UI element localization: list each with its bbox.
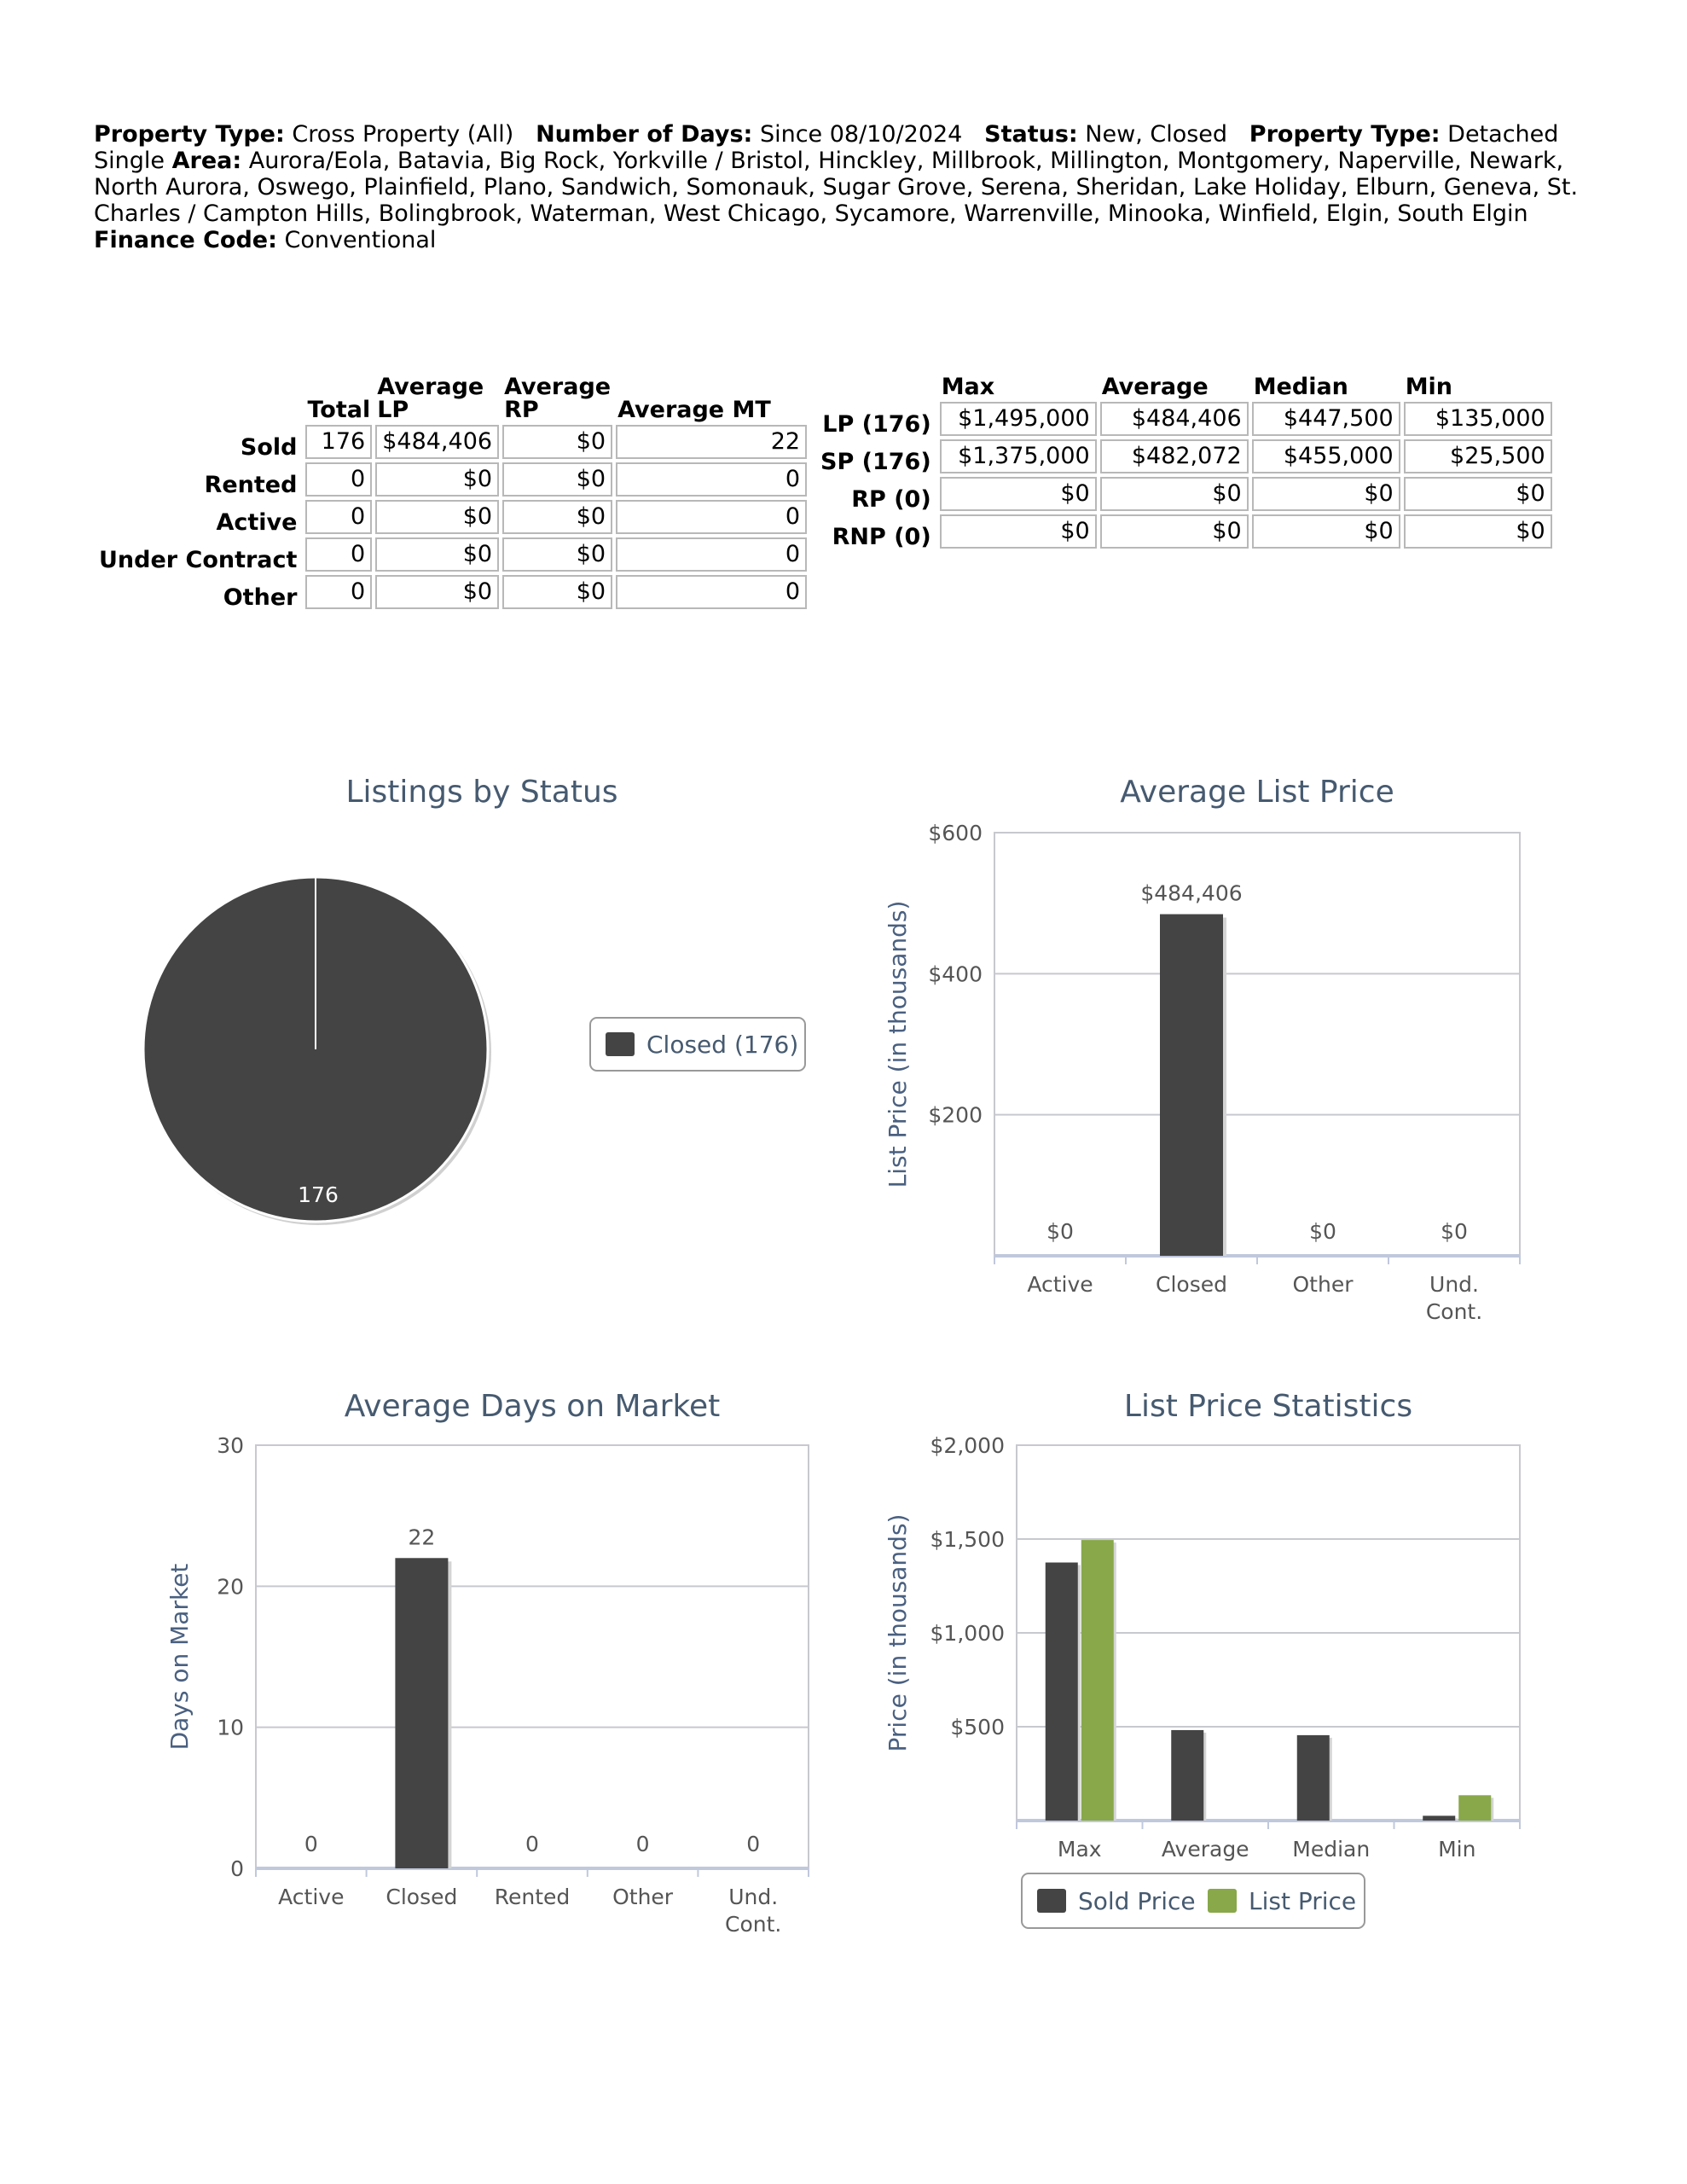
price-row-cell: $0 <box>1404 514 1552 549</box>
summary-row-label: Under Contract <box>99 547 298 573</box>
x-tick-label: Cont. <box>725 1912 782 1937</box>
x-tick-label: Rented <box>494 1885 571 1909</box>
property-type-value: Cross Property (All) <box>292 121 514 148</box>
x-tick-label: Active <box>278 1885 345 1909</box>
x-tick-label: Other <box>1292 1272 1354 1297</box>
summary-col-header: Total <box>307 397 371 423</box>
chart-title: Listings by Status <box>345 775 618 810</box>
summary-col-header: Average MT <box>617 397 771 423</box>
bar-data-label: $0 <box>1046 1219 1074 1244</box>
bar-list-price <box>1081 1540 1114 1821</box>
summary-row-cell: $0 <box>502 425 612 459</box>
legend-swatch-list <box>1208 1889 1237 1913</box>
price-row-label: RNP (0) <box>832 524 931 550</box>
summary-row-cell: $0 <box>375 500 499 534</box>
chart-title: Average Days on Market <box>344 1389 721 1424</box>
summary-row-cell: $0 <box>375 575 499 609</box>
price-row-cell: $25,500 <box>1404 439 1552 473</box>
listings-by-status-svg <box>128 768 836 1246</box>
days-label: Number of Days: <box>536 121 753 148</box>
x-tick-label: Other <box>612 1885 674 1909</box>
status-summary-table <box>94 372 810 613</box>
summary-row-cell: 0 <box>616 462 807 497</box>
x-tick-label: Max <box>1057 1837 1102 1862</box>
finance-value: Conventional <box>284 227 437 253</box>
bar-data-label: 22 <box>408 1525 436 1550</box>
price-row-cell: $0 <box>1252 477 1400 511</box>
summary-row-cell: 0 <box>305 462 372 497</box>
price-row-cell: $1,495,000 <box>940 402 1097 436</box>
y-tick-label: $2,000 <box>930 1433 1005 1458</box>
price-row <box>819 514 1552 549</box>
bar-sold-price <box>1297 1735 1330 1821</box>
list-price-statistics-chart <box>853 1382 1603 1945</box>
bar-sold-price <box>1423 1815 1455 1821</box>
summary-row-cell: 0 <box>305 575 372 609</box>
finance-label: Finance Code: <box>94 227 277 253</box>
price-row-cell: $482,072 <box>1100 439 1249 473</box>
x-tick-label: Closed <box>1156 1272 1227 1297</box>
summary-row-cell: $0 <box>375 462 499 497</box>
price-row-cell: $455,000 <box>1252 439 1400 473</box>
bar-data-label: 0 <box>746 1832 761 1856</box>
plot-frame <box>994 833 1520 1256</box>
bar-list-price <box>1458 1795 1491 1821</box>
summary-row-cell: $0 <box>502 462 612 497</box>
y-tick-label: 10 <box>217 1715 244 1740</box>
summary-row-cell: $0 <box>502 537 612 572</box>
chart-title: Average List Price <box>1120 775 1394 810</box>
price-col-header: Average <box>1101 374 1209 400</box>
price-row-cell: $0 <box>940 477 1097 511</box>
bar-data-label: $0 <box>1441 1219 1468 1244</box>
summary-row <box>97 462 807 497</box>
y-axis-title: Price (in thousands) <box>884 1513 912 1752</box>
summary-row <box>97 500 807 534</box>
price-col-header: Median <box>1253 374 1348 400</box>
x-tick-label: Cont. <box>1425 1299 1483 1324</box>
price-row-cell: $0 <box>1252 514 1400 549</box>
summary-row-cell: 0 <box>305 537 372 572</box>
x-tick-label: Und. <box>1429 1272 1479 1297</box>
price-row <box>819 402 1552 436</box>
legend-entry: Closed (176) <box>646 1031 799 1059</box>
plot-frame <box>256 1445 809 1868</box>
price-row-cell: $484,406 <box>1100 402 1249 436</box>
bar-sold-price <box>1171 1730 1203 1821</box>
summary-row-label: Active <box>216 509 298 536</box>
days-value: Since 08/10/2024 <box>759 121 963 148</box>
legend-entry: List Price <box>1249 1887 1357 1915</box>
average-days-on-market-chart <box>128 1382 836 1945</box>
legend-entry: Sold Price <box>1078 1887 1196 1915</box>
summary-row-cell: $0 <box>502 500 612 534</box>
price-row-cell: $0 <box>1100 514 1249 549</box>
summary-row-cell: $0 <box>375 537 499 572</box>
search-criteria <box>94 121 1603 253</box>
legend-swatch <box>606 1032 635 1056</box>
y-tick-label: $500 <box>950 1715 1005 1740</box>
price-row <box>819 477 1552 511</box>
y-axis-title: List Price (in thousands) <box>884 900 912 1188</box>
price-row-label: LP (176) <box>822 411 931 438</box>
summary-row <box>97 425 807 459</box>
bar-data-label: 0 <box>635 1832 650 1856</box>
bar-data-label: $484,406 <box>1140 880 1243 906</box>
summary-row-cell: 0 <box>616 537 807 572</box>
summary-row-cell: $0 <box>502 575 612 609</box>
summary-row-label: Other <box>223 584 298 611</box>
summary-row-cell: 0 <box>616 575 807 609</box>
area-label: Area: <box>171 148 242 174</box>
list-price-statistics-svg <box>853 1382 1603 1945</box>
y-tick-label: 0 <box>230 1856 244 1881</box>
y-tick-label: $1,500 <box>930 1527 1005 1552</box>
chart-title: List Price Statistics <box>1123 1389 1413 1424</box>
bar-data-label: 0 <box>304 1832 318 1856</box>
status-label: Status: <box>984 121 1078 148</box>
x-tick-label: Closed <box>386 1885 458 1909</box>
price-row-cell: $1,375,000 <box>940 439 1097 473</box>
price-row-cell: $0 <box>940 514 1097 549</box>
y-tick-label: $600 <box>928 821 983 845</box>
price-row-cell: $0 <box>1100 477 1249 511</box>
summary-row-cell: 22 <box>616 425 807 459</box>
price-row-cell: $0 <box>1404 477 1552 511</box>
x-tick-label: Median <box>1292 1837 1371 1862</box>
price-header-row <box>819 375 1552 398</box>
average-list-price-svg <box>853 768 1603 1348</box>
price-row-cell: $135,000 <box>1404 402 1552 436</box>
summary-row-cell: 0 <box>305 500 372 534</box>
status-value: New, Closed <box>1085 121 1228 148</box>
price-row-cell: $447,500 <box>1252 402 1400 436</box>
price-col-header: Min <box>1405 374 1453 400</box>
y-tick-label: $200 <box>928 1102 983 1128</box>
x-tick-label: Und. <box>728 1885 779 1909</box>
summary-row-cell: 176 <box>305 425 372 459</box>
bar-sold-price <box>1046 1563 1078 1821</box>
property-type-label: Property Type: <box>94 121 285 148</box>
summary-row-label: Sold <box>240 434 298 461</box>
summary-row <box>97 575 807 609</box>
legend-swatch-sold <box>1037 1889 1066 1913</box>
y-tick-label: 20 <box>217 1574 244 1600</box>
average-list-price-chart <box>853 768 1603 1348</box>
summary-col-header: Average LP <box>377 374 484 423</box>
summary-row-cell: $484,406 <box>375 425 499 459</box>
bar-data-label: 0 <box>525 1832 539 1856</box>
summary-row <box>97 537 807 572</box>
price-summary-table <box>815 372 1556 552</box>
summary-corner <box>97 375 302 421</box>
summary-header-row <box>97 375 807 421</box>
pie-data-label: 176 <box>298 1182 339 1207</box>
y-tick-label: 30 <box>217 1433 244 1458</box>
y-tick-label: $1,000 <box>930 1621 1005 1646</box>
price-row <box>819 439 1552 473</box>
x-tick-label: Min <box>1438 1837 1476 1862</box>
summary-row-cell: 0 <box>616 500 807 534</box>
price-col-header: Max <box>941 374 995 400</box>
price-row-label: SP (176) <box>820 449 931 475</box>
area-value: Aurora/Eola, Batavia, Big Rock, Yorkville / Bristol, Hinckley, Millbrook, Millington, Montgomery, Naperville, Newark, North Aurora, Oswego, Plainfield, Plano, Sandwich, Somonauk, Sugar Grove, Serena, Sheridan, Lake Holiday, Elburn, Geneva, St. Charles / Campton Hills, Bolingbrook, Waterman, West Chicago, Sycamore, Warrenville, Minooka, Winfield, Elgin, South Elgin <box>94 148 1579 227</box>
summary-col-header: Average RP <box>504 374 612 423</box>
property-type2-label: Property Type: <box>1249 121 1441 148</box>
x-tick-label: Average <box>1161 1837 1249 1862</box>
bar <box>395 1558 448 1868</box>
listings-by-status-chart <box>128 768 836 1246</box>
x-tick-label: Active <box>1027 1272 1093 1297</box>
price-corner <box>819 375 936 398</box>
y-tick-label: $400 <box>928 961 983 987</box>
bar-data-label: $0 <box>1309 1219 1336 1244</box>
summary-row-label: Rented <box>204 472 298 498</box>
property-type2-value: Detached Single <box>94 121 1559 174</box>
y-axis-title: Days on Market <box>165 1563 194 1751</box>
average-days-on-market-svg <box>128 1382 836 1945</box>
price-row-label: RP (0) <box>851 486 931 513</box>
bar <box>1160 915 1223 1256</box>
